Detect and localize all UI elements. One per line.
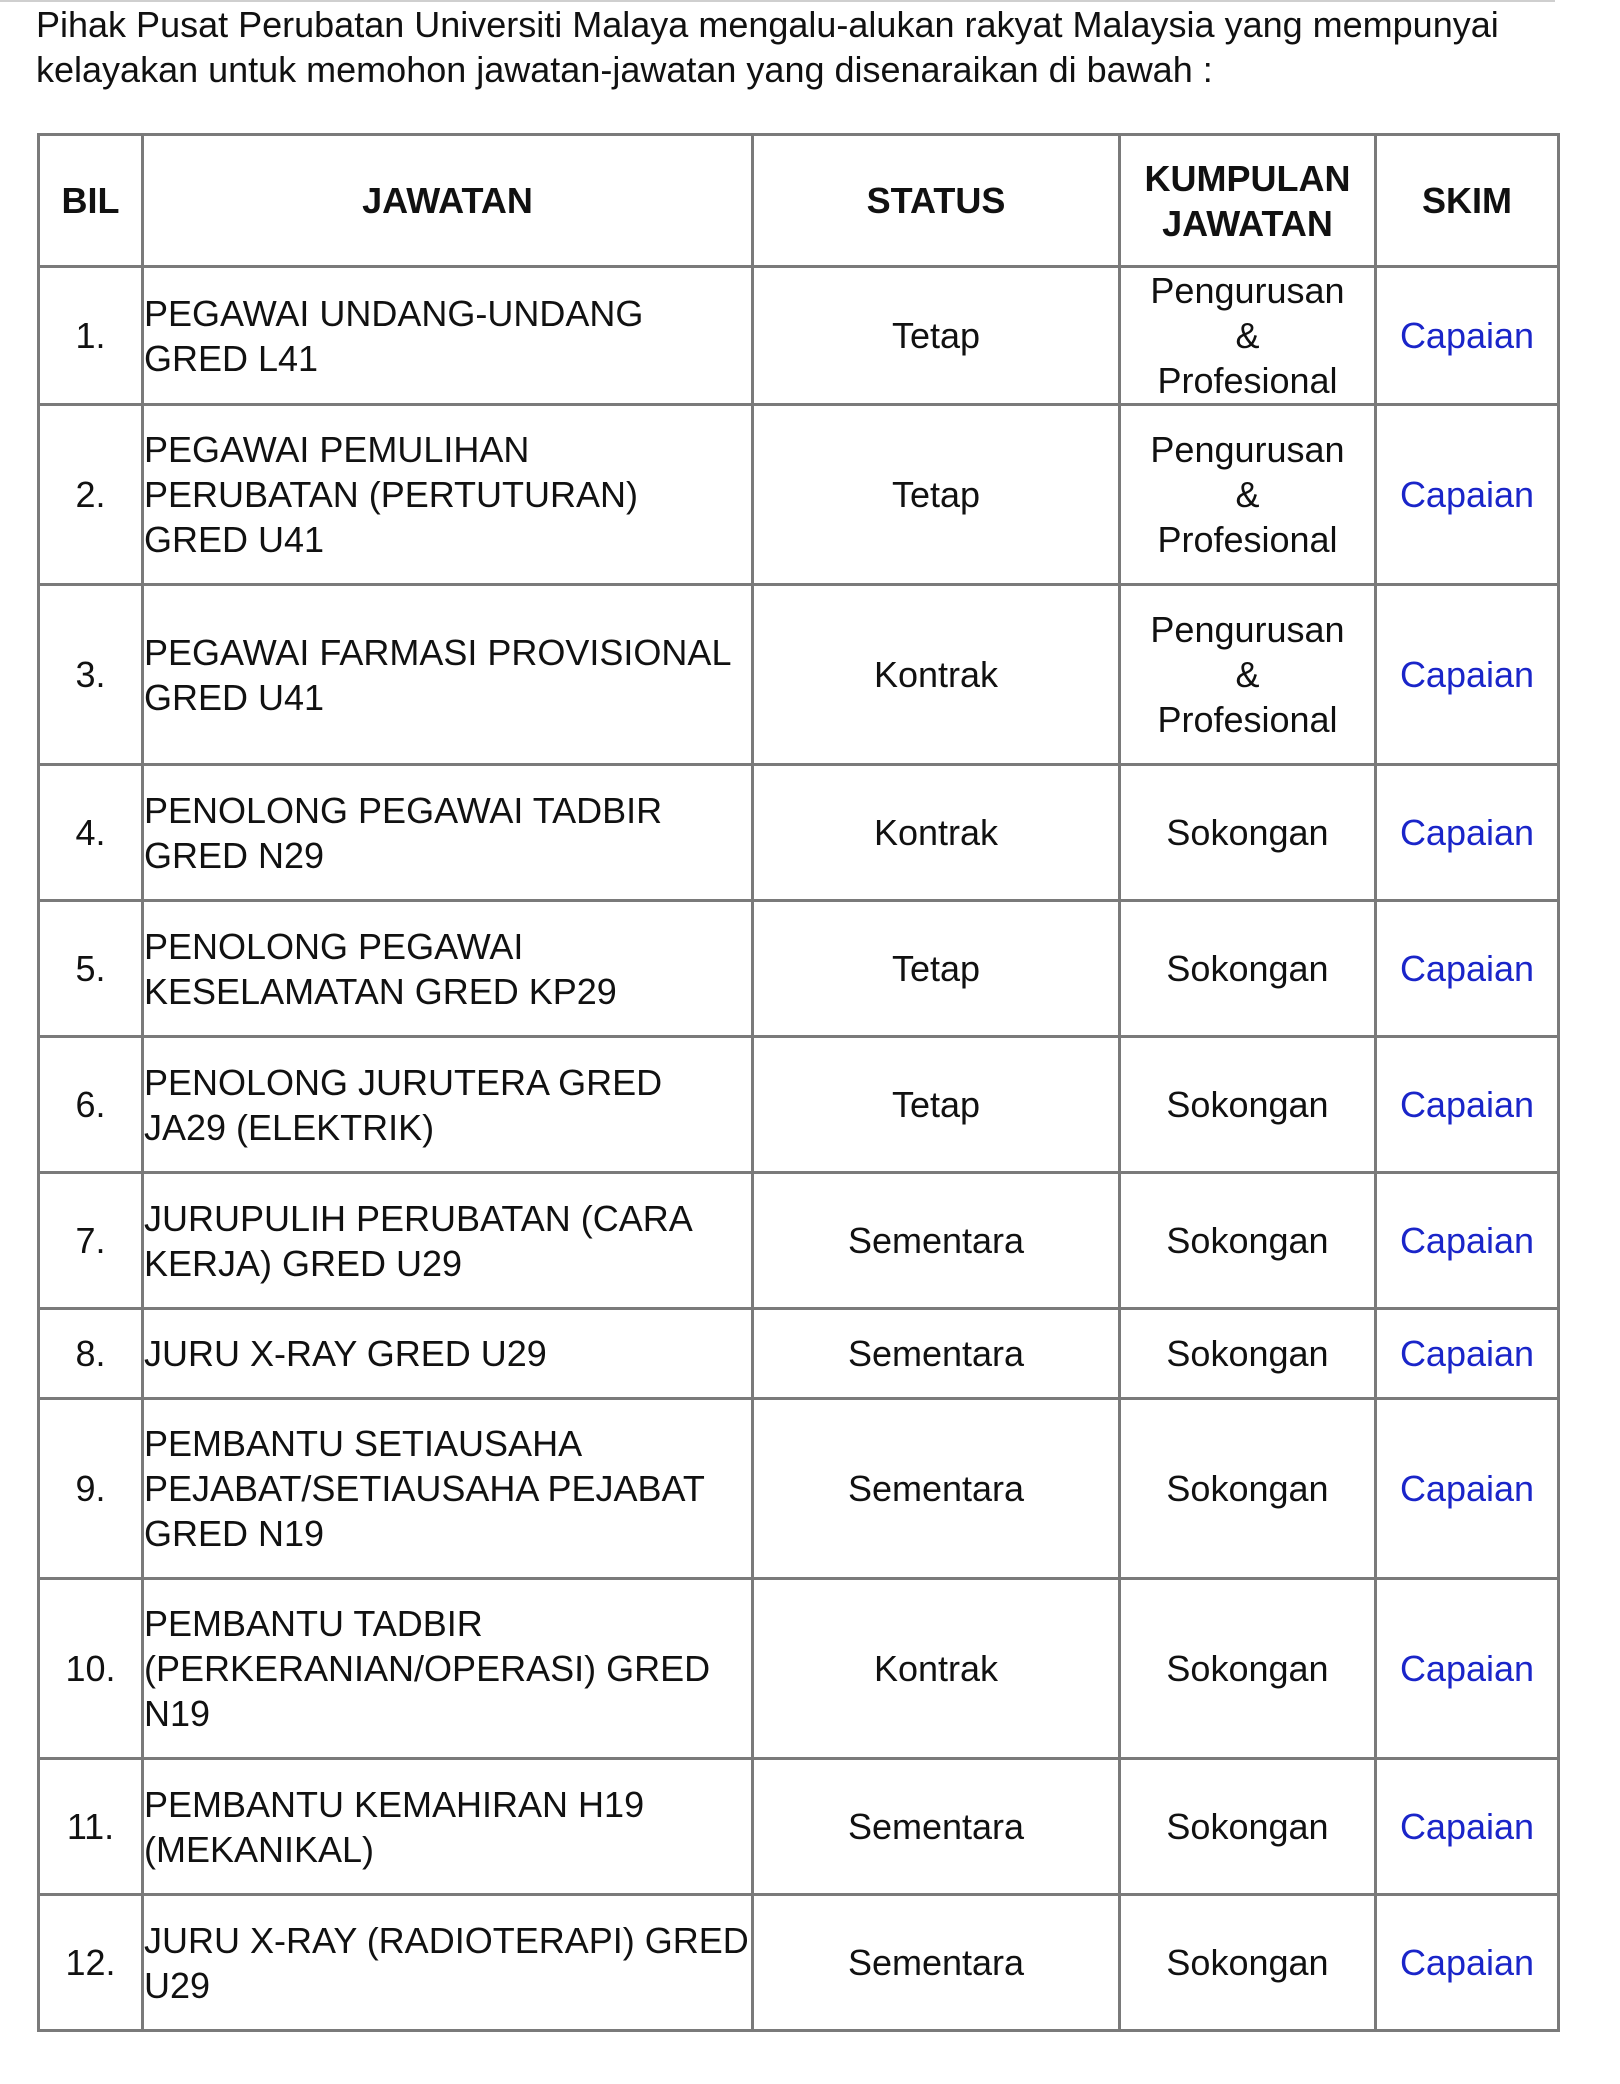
cell-bil: 3. — [39, 585, 143, 765]
cell-jawatan: JURU X-RAY GRED U29 — [143, 1309, 753, 1399]
capaian-link[interactable]: Capaian — [1399, 948, 1535, 989]
cell-kumpulan-jawatan — [1120, 765, 1376, 901]
table-row — [39, 585, 1559, 765]
cell-skim — [1376, 1759, 1559, 1895]
kumpulan-line: Sokongan — [1166, 1648, 1329, 1689]
table-row — [39, 1579, 1559, 1759]
table-row — [39, 765, 1559, 901]
cell-bil: 5. — [39, 901, 143, 1037]
kumpulan-line: Profesional — [1157, 519, 1338, 560]
cell-status: Sementara — [753, 1309, 1120, 1399]
cell-bil: 7. — [39, 1173, 143, 1309]
cell-jawatan: JURU X-RAY (RADIOTERAPI) GRED U29 — [143, 1895, 753, 2031]
cell-status: Tetap — [753, 267, 1120, 405]
kumpulan-line: Profesional — [1157, 699, 1338, 740]
cell-jawatan: PEGAWAI UNDANG-UNDANG GRED L41 — [143, 267, 753, 405]
cell-kumpulan-jawatan — [1120, 1399, 1376, 1579]
header-kumpulan-jawatan: KUMPULAN JAWATAN — [1120, 135, 1376, 267]
cell-skim — [1376, 1037, 1559, 1173]
cell-jawatan: PENOLONG JURUTERA GRED JA29 (ELEKTRIK) — [143, 1037, 753, 1173]
capaian-link[interactable]: Capaian — [1399, 1084, 1535, 1125]
capaian-link[interactable]: Capaian — [1399, 1648, 1535, 1689]
kumpulan-line: & — [1235, 654, 1260, 695]
cell-status: Tetap — [753, 1037, 1120, 1173]
cell-jawatan: PENOLONG PEGAWAI KESELAMATAN GRED KP29 — [143, 901, 753, 1037]
table-row — [39, 1037, 1559, 1173]
kumpulan-line: Sokongan — [1166, 1084, 1329, 1125]
cell-status: Kontrak — [753, 765, 1120, 901]
cell-skim — [1376, 765, 1559, 901]
cell-bil: 12. — [39, 1895, 143, 2031]
cell-bil: 11. — [39, 1759, 143, 1895]
cell-kumpulan-jawatan — [1120, 1579, 1376, 1759]
table-row — [39, 1895, 1559, 2031]
kumpulan-line: Sokongan — [1166, 1220, 1329, 1261]
capaian-link[interactable]: Capaian — [1399, 812, 1535, 853]
cell-status: Kontrak — [753, 1579, 1120, 1759]
cell-skim — [1376, 267, 1559, 405]
cell-kumpulan-jawatan — [1120, 267, 1376, 405]
cell-skim — [1376, 585, 1559, 765]
cell-jawatan: JURUPULIH PERUBATAN (CARA KERJA) GRED U29 — [143, 1173, 753, 1309]
cell-kumpulan-jawatan — [1120, 1309, 1376, 1399]
table-row — [39, 901, 1559, 1037]
cell-jawatan: PEMBANTU KEMAHIRAN H19 (MEKANIKAL) — [143, 1759, 753, 1895]
cell-skim — [1376, 1309, 1559, 1399]
kumpulan-line: Sokongan — [1166, 812, 1329, 853]
cell-bil: 9. — [39, 1399, 143, 1579]
cell-skim — [1376, 1895, 1559, 2031]
cell-status: Tetap — [753, 901, 1120, 1037]
cell-kumpulan-jawatan — [1120, 1759, 1376, 1895]
cell-bil: 2. — [39, 405, 143, 585]
cell-bil: 8. — [39, 1309, 143, 1399]
cell-status: Kontrak — [753, 585, 1120, 765]
kumpulan-line: Pengurusan — [1150, 429, 1345, 470]
cell-skim — [1376, 405, 1559, 585]
kumpulan-line: & — [1235, 474, 1260, 515]
capaian-link[interactable]: Capaian — [1399, 1942, 1535, 1983]
cell-kumpulan-jawatan — [1120, 901, 1376, 1037]
cell-jawatan: PEGAWAI PEMULIHAN PERUBATAN (PERTUTURAN) GRED U41 — [143, 405, 753, 585]
cell-kumpulan-jawatan — [1120, 1037, 1376, 1173]
kumpulan-line: Sokongan — [1166, 1468, 1329, 1509]
cell-bil: 6. — [39, 1037, 143, 1173]
table-row — [39, 405, 1559, 585]
cell-kumpulan-jawatan — [1120, 405, 1376, 585]
cell-status: Sementara — [753, 1173, 1120, 1309]
cell-jawatan: PENOLONG PEGAWAI TADBIR GRED N29 — [143, 765, 753, 901]
cell-skim — [1376, 901, 1559, 1037]
intro-paragraph: Pihak Pusat Perubatan Universiti Malaya mengalu-alukan rakyat Malaysia yang mempunyai kelayakan untuk memohon jawatan-jawatan yang disenaraikan di bawah : — [36, 4, 1499, 90]
table-row — [39, 1309, 1559, 1399]
table-row — [39, 1173, 1559, 1309]
cell-kumpulan-jawatan — [1120, 585, 1376, 765]
capaian-link[interactable]: Capaian — [1399, 315, 1535, 356]
capaian-link[interactable]: Capaian — [1399, 1333, 1535, 1374]
cell-bil: 1. — [39, 267, 143, 405]
table-row — [39, 267, 1559, 405]
table-row — [39, 1759, 1559, 1895]
cell-bil: 10. — [39, 1579, 143, 1759]
kumpulan-line: Pengurusan — [1150, 270, 1345, 311]
header-jawatan: JAWATAN — [143, 135, 753, 267]
kumpulan-line: Pengurusan — [1150, 609, 1345, 650]
cell-kumpulan-jawatan — [1120, 1895, 1376, 2031]
capaian-link[interactable]: Capaian — [1399, 1806, 1535, 1847]
cell-jawatan: PEMBANTU TADBIR (PERKERANIAN/OPERASI) GRED N19 — [143, 1579, 753, 1759]
cell-jawatan: PEMBANTU SETIAUSAHA PEJABAT/SETIAUSAHA PEJABAT GRED N19 — [143, 1399, 753, 1579]
cell-kumpulan-jawatan — [1120, 1173, 1376, 1309]
cell-jawatan: PEGAWAI FARMASI PROVISIONAL GRED U41 — [143, 585, 753, 765]
cell-status: Sementara — [753, 1759, 1120, 1895]
table-header-row — [39, 135, 1559, 267]
capaian-link[interactable]: Capaian — [1399, 654, 1535, 695]
header-skim: SKIM — [1376, 135, 1559, 267]
cell-bil: 4. — [39, 765, 143, 901]
kumpulan-line: Profesional — [1157, 360, 1338, 401]
kumpulan-line: Sokongan — [1166, 948, 1329, 989]
job-listing-table — [37, 133, 1560, 2032]
capaian-link[interactable]: Capaian — [1399, 1468, 1535, 1509]
cell-status: Sementara — [753, 1399, 1120, 1579]
capaian-link[interactable]: Capaian — [1399, 1220, 1535, 1261]
kumpulan-line: & — [1235, 315, 1260, 356]
kumpulan-line: Sokongan — [1166, 1806, 1329, 1847]
cell-skim — [1376, 1579, 1559, 1759]
table-body — [39, 267, 1559, 2031]
table-row — [39, 1399, 1559, 1579]
cell-skim — [1376, 1399, 1559, 1579]
header-status: STATUS — [753, 135, 1120, 267]
cell-status: Tetap — [753, 405, 1120, 585]
kumpulan-line: Sokongan — [1166, 1942, 1329, 1983]
cell-skim — [1376, 1173, 1559, 1309]
cell-status: Sementara — [753, 1895, 1120, 2031]
header-bil: BIL — [39, 135, 143, 267]
kumpulan-line: Sokongan — [1166, 1333, 1329, 1374]
capaian-link[interactable]: Capaian — [1399, 474, 1535, 515]
